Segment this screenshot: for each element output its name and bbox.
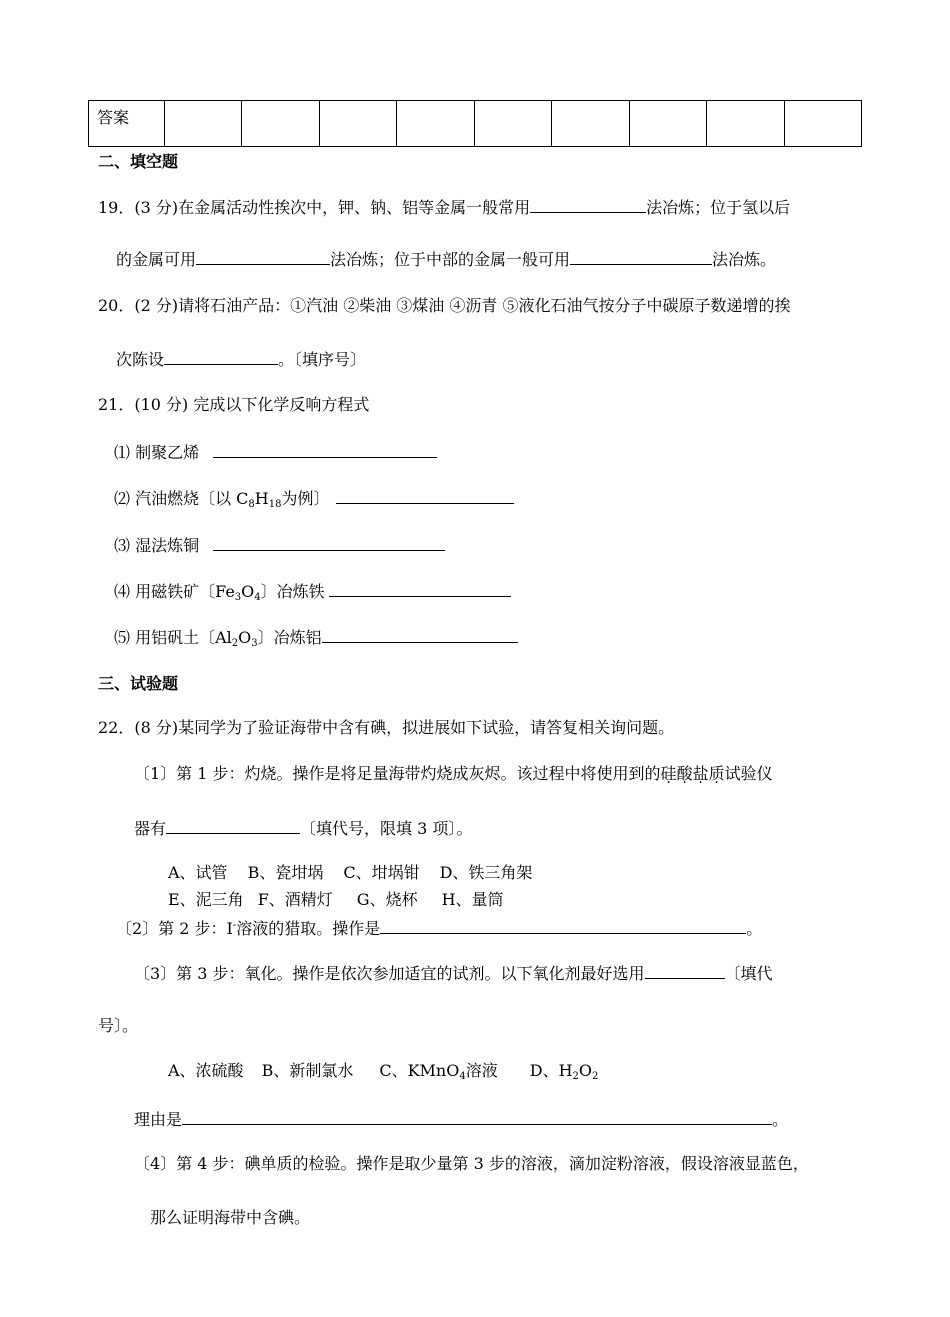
subscript: 18 bbox=[268, 499, 282, 510]
q19-blank-3[interactable] bbox=[570, 248, 712, 265]
q21-item-text: ⑷ 用磁铁矿〔Fe bbox=[114, 582, 235, 601]
answer-cell[interactable] bbox=[552, 101, 629, 147]
q22-step3-line-2: 号〕。 bbox=[98, 1016, 139, 1035]
option-d: D、铁三角架 bbox=[439, 863, 533, 882]
section-3-heading: 三、试验题 bbox=[98, 674, 179, 693]
q22-step1-blank[interactable] bbox=[166, 817, 300, 834]
subscript: 4 bbox=[254, 592, 261, 603]
q19-line-2 bbox=[116, 248, 776, 270]
q20-text: 次陈设 bbox=[116, 350, 165, 369]
oxidizer-a: A、浓硫酸 bbox=[168, 1061, 244, 1080]
q19-text: 法冶炼；位于中部的金属一般可用 bbox=[330, 250, 571, 269]
q22-step4-line-1: 〔4〕第 4 步：碘单质的检验。操作是取少量第 3 步的溶液，滴加淀粉溶液，假设溶液显蓝色， bbox=[134, 1154, 809, 1173]
q22-text: 。 bbox=[772, 1110, 789, 1129]
q22-step2-blank[interactable] bbox=[380, 917, 746, 934]
q22-text: 〔3〕第 3 步：氧化。操作是依次参加适宜的试剂。以下氧化剂最好选用 bbox=[134, 964, 645, 983]
q20-blank[interactable] bbox=[164, 348, 278, 365]
oxidizer-c bbox=[379, 1061, 497, 1080]
q21-item-4 bbox=[114, 580, 511, 602]
option-c: C、坩埚钳 bbox=[343, 863, 420, 882]
answer-cell[interactable] bbox=[474, 101, 551, 147]
answer-cell[interactable] bbox=[707, 101, 784, 147]
option-a: A、试管 bbox=[168, 863, 228, 882]
subscript: 2 bbox=[572, 1071, 579, 1082]
q20-text: 。〔填序号〕 bbox=[278, 350, 367, 369]
q22-step1-line-1 bbox=[134, 764, 773, 784]
option-e: E、泥三角 bbox=[168, 890, 244, 909]
q21-item-text: O bbox=[241, 582, 255, 601]
q22-text: 器有 bbox=[134, 819, 167, 838]
oxidizer-d-text: D、H bbox=[529, 1061, 573, 1080]
q22-text: 〔2〕第 2 步：I bbox=[116, 919, 233, 938]
q22-text: 溶液的猎取。操作是 bbox=[236, 919, 381, 938]
q21-item-text: 〕冶炼铁 bbox=[260, 582, 325, 601]
q20-line-1: 20．(2 分)请将石油产品：①汽油 ②柴油 ③煤油 ④沥青 ⑤液化石油气按分子中碳原子数递增的挨 bbox=[98, 296, 791, 315]
q21-item-5 bbox=[114, 626, 518, 648]
q22-text: 〔1〕第 1 步：灼烧。操作是将足量海带灼烧成灰烬。该过程中将使用到的 bbox=[134, 764, 661, 783]
q21-item-2 bbox=[114, 487, 514, 509]
emphasis-char: 硅 bbox=[660, 764, 677, 783]
q21-item-text: O bbox=[238, 628, 252, 647]
option-f: F、酒精灯 bbox=[257, 890, 333, 909]
q21-item-1 bbox=[114, 441, 437, 463]
q19-blank-2[interactable] bbox=[196, 248, 330, 265]
q21-item-text: ⑸ 用铝矾土〔Al bbox=[114, 628, 232, 647]
q21-blank-4[interactable] bbox=[329, 580, 511, 597]
q21-item-text: ⑵ 汽油燃烧〔以 C bbox=[114, 489, 249, 508]
answer-cell[interactable] bbox=[629, 101, 706, 147]
q19-text: 的金属可用 bbox=[116, 250, 197, 269]
q22-text: 理由是 bbox=[134, 1110, 183, 1129]
q19-blank-1[interactable] bbox=[530, 196, 646, 213]
q22-text: 〔填代号，限填 3 项〕。 bbox=[300, 819, 473, 838]
answer-table-label: 答案 bbox=[89, 101, 165, 147]
q21-blank-5[interactable] bbox=[322, 626, 518, 643]
q22-step3-blank[interactable] bbox=[645, 962, 725, 979]
q22-reason-blank[interactable] bbox=[182, 1108, 772, 1125]
answer-cell[interactable] bbox=[242, 101, 319, 147]
q22-step4-line-2: 那么证明海带中含碘。 bbox=[150, 1208, 311, 1227]
q21-blank-2[interactable] bbox=[336, 487, 514, 504]
answer-cell[interactable] bbox=[319, 101, 396, 147]
answer-table bbox=[88, 100, 862, 147]
q19-text: 19．(3 分)在金属活动性挨次中，钾、钠、铝等金属一般常用 bbox=[98, 198, 531, 217]
option-b: B、瓷坩埚 bbox=[247, 863, 324, 882]
subscript: 2 bbox=[592, 1071, 599, 1082]
q21-item-text: H bbox=[254, 489, 269, 508]
oxidizer-d bbox=[530, 1061, 599, 1080]
q21-item-text: ⑶ 湿法炼铜 bbox=[114, 536, 200, 555]
q20-line-2 bbox=[116, 348, 366, 370]
q22-text: 。 bbox=[746, 919, 763, 938]
option-g: G、烧杯 bbox=[356, 890, 418, 909]
subscript: 8 bbox=[248, 499, 255, 510]
subscript: 4 bbox=[459, 1071, 466, 1082]
q22-step3-line-1 bbox=[134, 962, 773, 984]
oxidizer-c-text: 溶液 bbox=[465, 1061, 498, 1080]
q19-line-1 bbox=[98, 196, 790, 218]
emphasis-char: 盐 bbox=[692, 764, 709, 783]
answer-cell[interactable] bbox=[165, 101, 242, 147]
subscript: 3 bbox=[251, 638, 258, 649]
answer-cell[interactable] bbox=[397, 101, 474, 147]
emphasis-char: 质 bbox=[708, 764, 725, 783]
oxidizer-d-text: O bbox=[578, 1061, 593, 1080]
q21-item-text: 为例〕 bbox=[281, 489, 330, 508]
q19-text: 法冶炼。 bbox=[712, 250, 777, 269]
q22-options-row-1 bbox=[168, 863, 532, 883]
q21-item-text: ⑴ 制聚乙烯 bbox=[114, 443, 200, 462]
q19-text: 法冶炼；位于氢以后 bbox=[646, 198, 791, 217]
q21-item-3 bbox=[114, 534, 445, 556]
q21-blank-1[interactable] bbox=[213, 441, 437, 458]
subscript: 3 bbox=[234, 592, 242, 603]
q22-oxidizer-options bbox=[168, 1061, 598, 1081]
oxidizer-b: B、新制氯水 bbox=[261, 1061, 354, 1080]
emphasis-char: 酸 bbox=[676, 764, 693, 783]
superscript: - bbox=[232, 920, 237, 931]
q22-reason bbox=[134, 1108, 788, 1130]
q21-title: 21．(10 分) 完成以下化学反响方程式 bbox=[98, 395, 370, 414]
option-h: H、量筒 bbox=[441, 890, 504, 909]
section-2-heading: 二、填空题 bbox=[98, 152, 179, 171]
subscript: 2 bbox=[231, 638, 239, 649]
q22-text: 〔填代 bbox=[724, 964, 773, 983]
q22-step1-line-2 bbox=[134, 817, 472, 839]
answer-cell[interactable] bbox=[784, 101, 862, 147]
q21-item-text: 〕冶炼铝 bbox=[257, 628, 322, 647]
oxidizer-c-text: C、KMnO bbox=[379, 1061, 460, 1080]
q21-blank-3[interactable] bbox=[213, 534, 445, 551]
q22-step2 bbox=[116, 917, 762, 939]
q22-text: 试验仪 bbox=[724, 764, 773, 783]
q22-title: 22．(8 分)某同学为了验证海带中含有碘，拟进展如下试验，请答复相关询问题。 bbox=[98, 718, 675, 737]
q22-options-row-2 bbox=[168, 890, 504, 910]
